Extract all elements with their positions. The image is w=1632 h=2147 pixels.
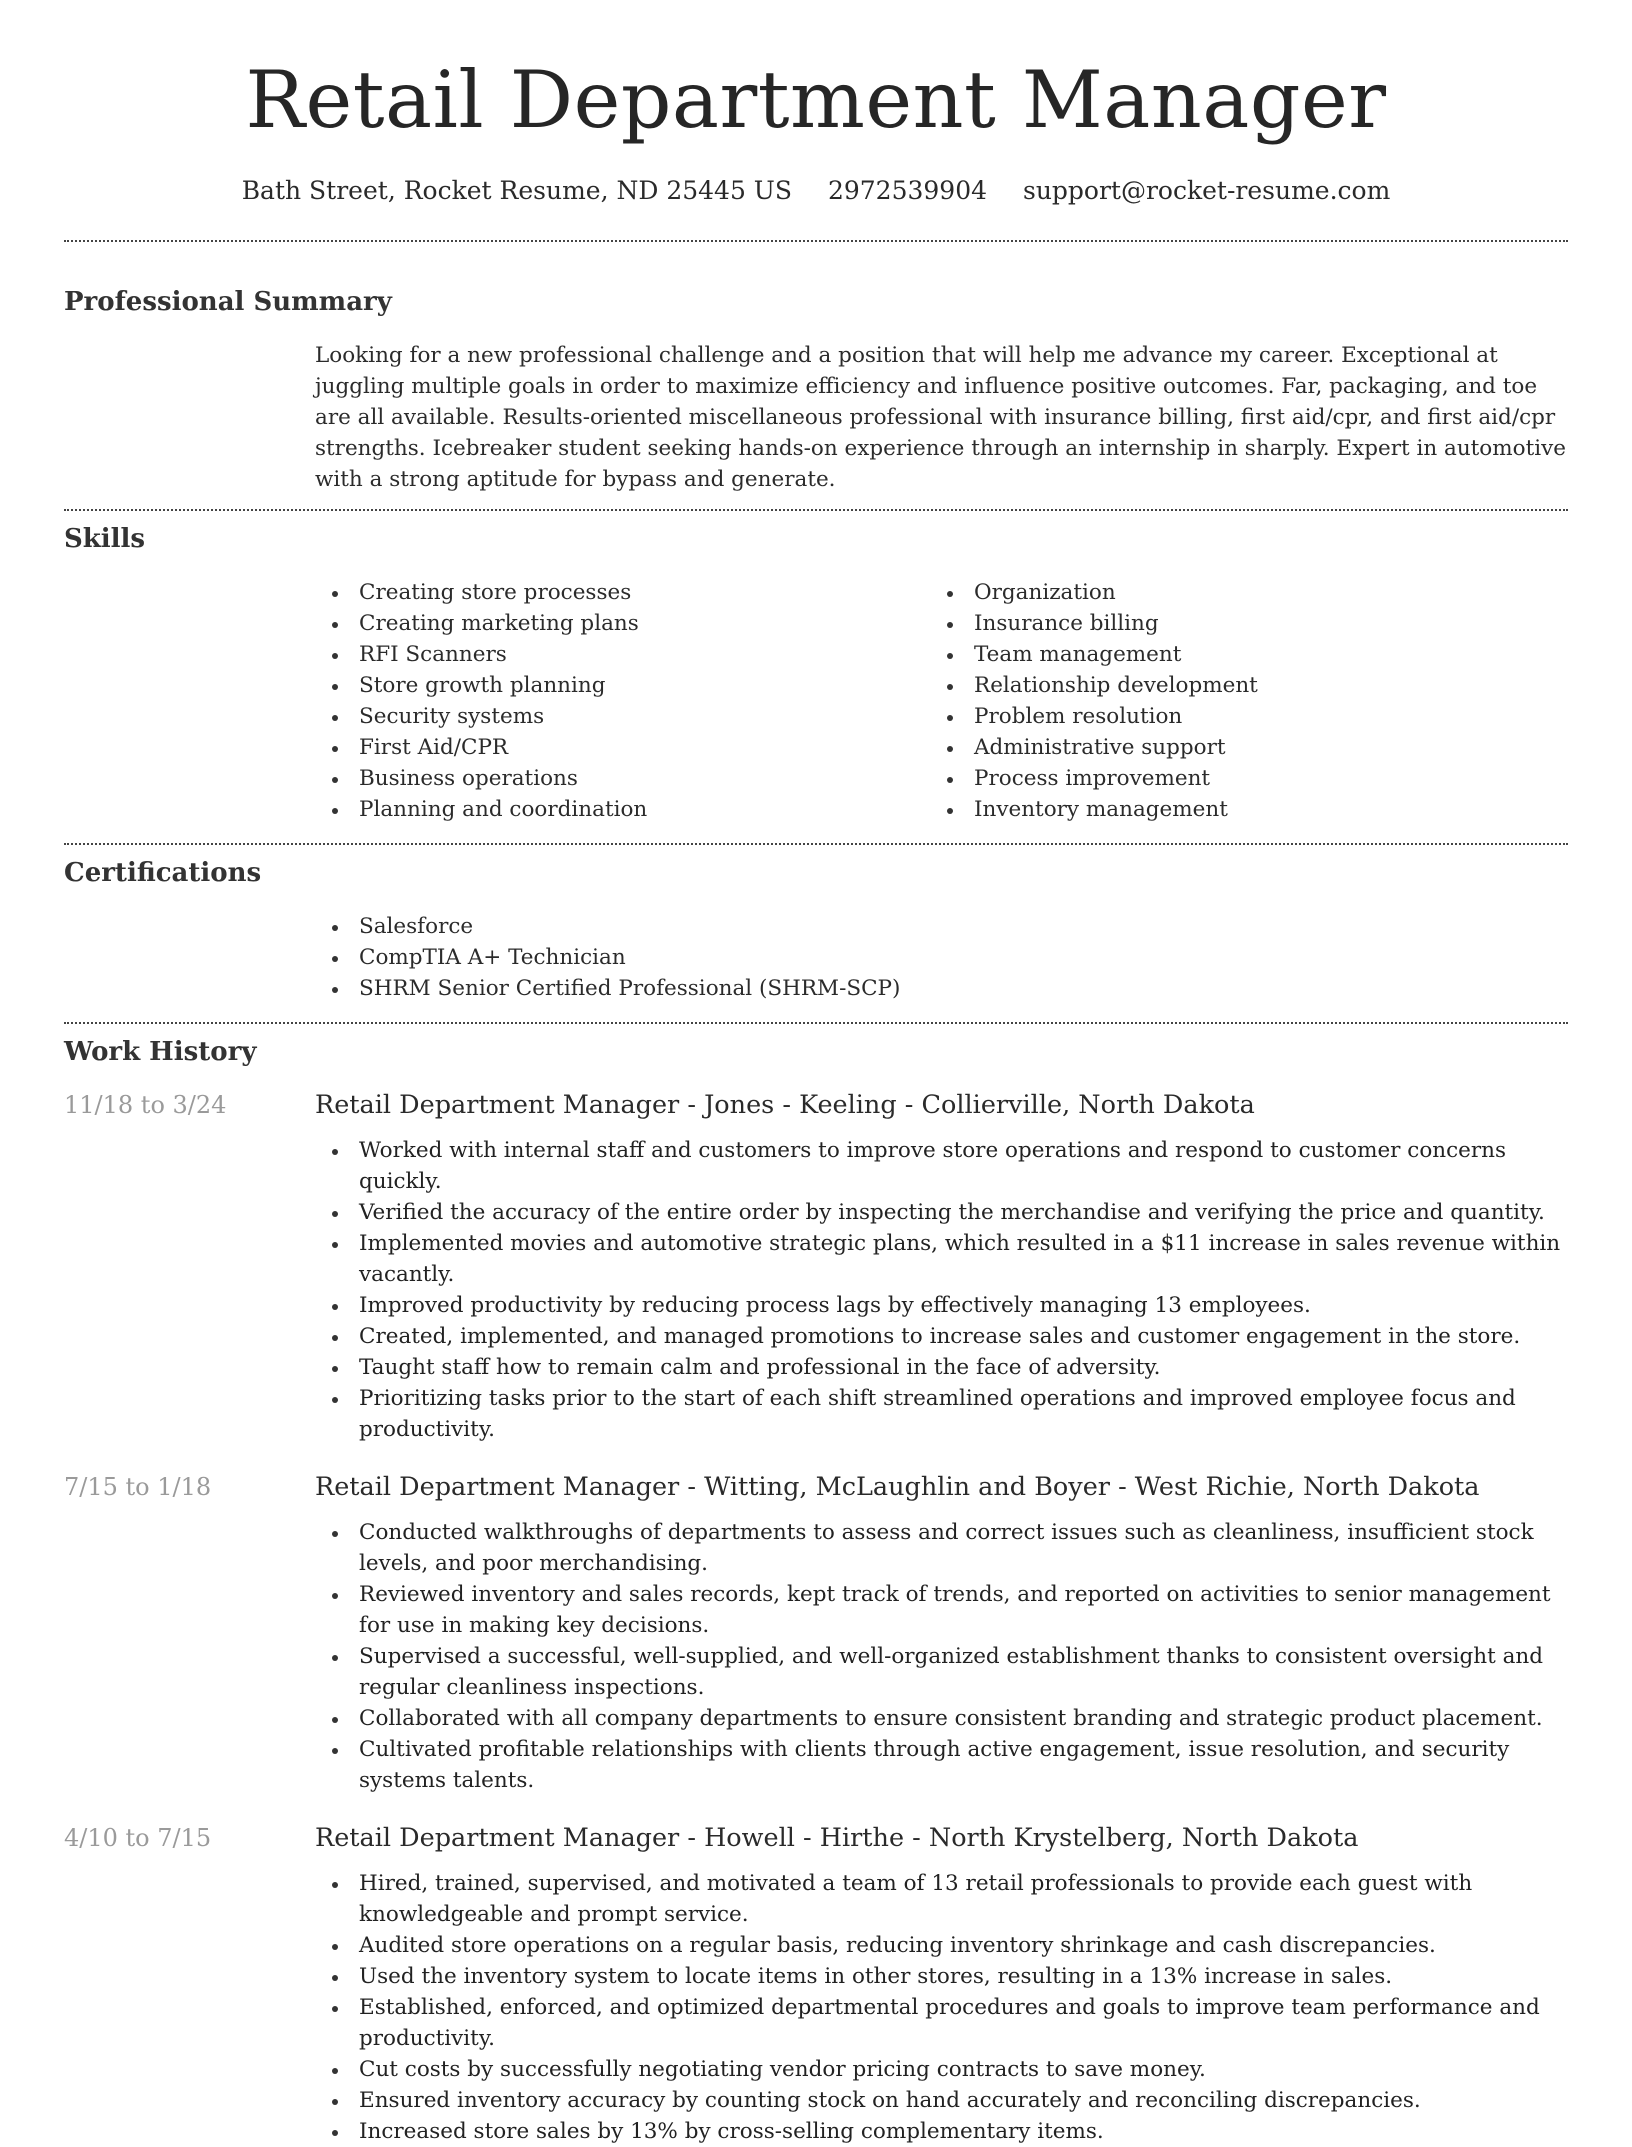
work-section bbox=[64, 1036, 1568, 2147]
list-item: Administrative support bbox=[930, 732, 1545, 763]
list-item: Insurance billing bbox=[930, 608, 1545, 639]
contact-address: Bath Street, Rocket Resume, ND 25445 US bbox=[241, 176, 793, 205]
list-item: SHRM Senior Certified Professional (SHRM-SCP) bbox=[315, 973, 1568, 1004]
list-item: Used the inventory system to locate items in other stores, resulting in a 13% increase in sales. bbox=[315, 1961, 1568, 1992]
list-item: Creating marketing plans bbox=[315, 608, 930, 639]
contact-line bbox=[64, 176, 1568, 206]
job-entry bbox=[64, 1471, 1568, 1796]
certifications-section bbox=[64, 857, 1568, 1004]
job-entry bbox=[64, 1089, 1568, 1445]
list-item: Prioritizing tasks prior to the start of each shift streamlined operations and improved employee focus and productivity. bbox=[315, 1383, 1568, 1445]
skills-section bbox=[64, 523, 1568, 825]
job-title: Retail Department Manager - Howell - Hirthe - North Krystelberg, North Dakota bbox=[315, 1823, 1359, 1853]
divider bbox=[64, 509, 1568, 511]
list-item: Inventory management bbox=[930, 794, 1545, 825]
contact-email[interactable]: support@rocket-resume.com bbox=[1022, 176, 1391, 205]
list-item: Created, implemented, and managed promotions to increase sales and customer engagement in the store. bbox=[315, 1321, 1568, 1352]
list-item: Organization bbox=[930, 577, 1545, 608]
list-item: Audited store operations on a regular basis, reducing inventory shrinkage and cash discrepancies. bbox=[315, 1930, 1568, 1961]
divider bbox=[64, 1022, 1568, 1024]
list-item: Problem resolution bbox=[930, 701, 1545, 732]
skills-heading: Skills bbox=[64, 524, 146, 554]
list-item: Process improvement bbox=[930, 763, 1545, 794]
skills-list-right bbox=[930, 577, 1545, 825]
skills-list-left bbox=[315, 577, 930, 825]
list-item: Supervised a successful, well-supplied, and well-organized establishment thanks to consistent oversight and regular cleanliness inspections. bbox=[315, 1641, 1568, 1703]
certifications-list bbox=[315, 911, 1568, 1004]
list-item: First Aid/CPR bbox=[315, 732, 930, 763]
job-bullets bbox=[315, 1868, 1568, 2147]
list-item: Cut costs by successfully negotiating vendor pricing contracts to save money. bbox=[315, 2054, 1568, 2085]
list-item: Security systems bbox=[315, 701, 930, 732]
job-dates: 7/15 to 1/18 bbox=[64, 1473, 212, 1501]
summary-heading: Professional Summary bbox=[64, 287, 392, 317]
list-item: CompTIA A+ Technician bbox=[315, 942, 1568, 973]
summary-text: Looking for a new professional challenge and a position that will help me advance my career. Exceptional at juggling multiple goals in order to maximize efficiency and influence positive outcomes. Far, packaging, and toe are all available. Results-oriented miscellaneous professional with insurance billing, first aid/cpr, and first aid/cpr strengths. Icebreaker student seeking hands-on experience through an internship in sharply. Expert in automotive with a strong aptitude for bypass and generate. bbox=[315, 343, 1566, 492]
list-item: Implemented movies and automotive strategic plans, which resulted in a $11 increase in sales revenue within vacantly. bbox=[315, 1228, 1568, 1290]
list-item: Collaborated with all company departments to ensure consistent branding and strategic product placement. bbox=[315, 1703, 1568, 1734]
list-item: Conducted walkthroughs of departments to assess and correct issues such as cleanliness, insufficient stock levels, and poor merchandising. bbox=[315, 1517, 1568, 1579]
resume-title: Retail Department Manager bbox=[245, 54, 1387, 146]
job-bullets bbox=[315, 1135, 1568, 1445]
divider bbox=[64, 843, 1568, 845]
list-item: RFI Scanners bbox=[315, 639, 930, 670]
job-bullets bbox=[315, 1517, 1568, 1796]
contact-phone: 2972539904 bbox=[827, 176, 988, 205]
list-item: Salesforce bbox=[315, 911, 1568, 942]
skills-grid bbox=[315, 577, 1568, 825]
certifications-heading: Certifications bbox=[64, 858, 262, 888]
work-heading: Work History bbox=[64, 1037, 257, 1067]
list-item: Ensured inventory accuracy by counting stock on hand accurately and reconciling discrepancies. bbox=[315, 2085, 1568, 2116]
list-item: Improved productivity by reducing process lags by effectively managing 13 employees. bbox=[315, 1290, 1568, 1321]
list-item: Relationship development bbox=[930, 670, 1545, 701]
list-item: Established, enforced, and optimized departmental procedures and goals to improve team performance and productivity. bbox=[315, 1992, 1568, 2054]
job-dates: 11/18 to 3/24 bbox=[64, 1091, 227, 1119]
list-item: Planning and coordination bbox=[315, 794, 930, 825]
summary-section bbox=[64, 286, 1568, 495]
list-item: Business operations bbox=[315, 763, 930, 794]
list-item: Verified the accuracy of the entire order by inspecting the merchandise and verifying the price and quantity. bbox=[315, 1197, 1568, 1228]
list-item: Worked with internal staff and customers to improve store operations and respond to customer concerns quickly. bbox=[315, 1135, 1568, 1197]
job-entry bbox=[64, 1822, 1568, 2147]
list-item: Creating store processes bbox=[315, 577, 930, 608]
list-item: Hired, trained, supervised, and motivated a team of 13 retail professionals to provide each guest with knowledgeable and prompt service. bbox=[315, 1868, 1568, 1930]
job-title: Retail Department Manager - Jones - Keeling - Collierville, North Dakota bbox=[315, 1090, 1255, 1120]
list-item: Taught staff how to remain calm and professional in the face of adversity. bbox=[315, 1352, 1568, 1383]
list-item: Cultivated profitable relationships with clients through active engagement, issue resolution, and security systems talents. bbox=[315, 1734, 1568, 1796]
job-title: Retail Department Manager - Witting, McLaughlin and Boyer - West Richie, North Dakota bbox=[315, 1472, 1480, 1502]
list-item: Increased store sales by 13% by cross-selling complementary items. bbox=[315, 2116, 1568, 2147]
job-list bbox=[64, 1089, 1568, 2147]
job-dates: 4/10 to 7/15 bbox=[64, 1824, 212, 1852]
list-item: Reviewed inventory and sales records, kept track of trends, and reported on activities to senior management for use in making key decisions. bbox=[315, 1579, 1568, 1641]
divider bbox=[64, 240, 1568, 242]
list-item: Team management bbox=[930, 639, 1545, 670]
list-item: Store growth planning bbox=[315, 670, 930, 701]
